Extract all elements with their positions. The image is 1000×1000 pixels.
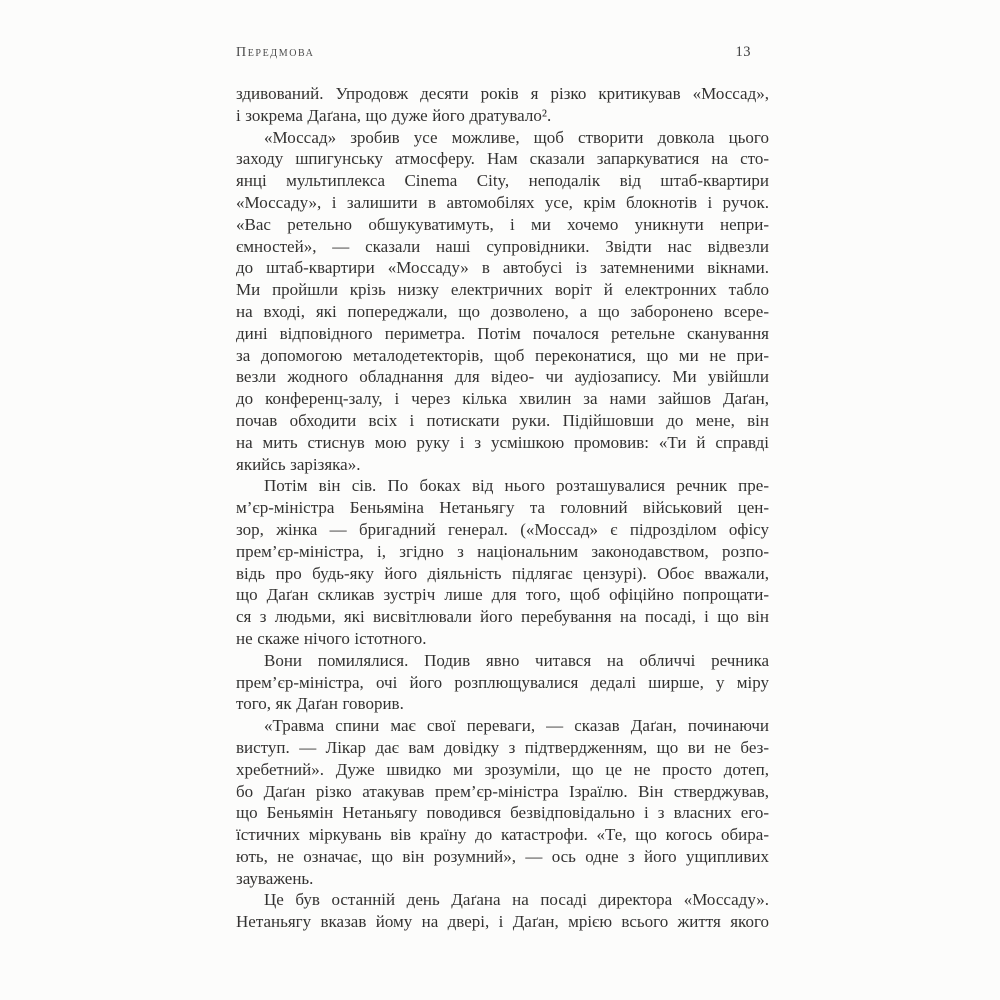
text-line: м’єр-міністра Беньяміна Нетаньягу та головний військовий цен-	[236, 498, 769, 518]
text-line: прем’єр-міністра, і, згідно з національним законодавством, розпо-	[236, 541, 769, 561]
text-line: Ми пройшли крізь низку електричних воріт й електронних табло	[236, 280, 769, 300]
text-line: виступ. — Лікар дає вам довідку з підтвердженням, що ви не без-	[236, 737, 769, 757]
text-line: до конференц-залу, і через кілька хвилин за нами зайшов Даґан,	[236, 389, 769, 409]
text-line: не скаже нічого істотного.	[236, 628, 427, 648]
text-line: того, як Даґан говорив.	[236, 694, 404, 714]
text-line: почав обходити всіх і потискати руки. Підійшовши до мене, він	[236, 410, 769, 430]
text-line: Це був останній день Даґана на посаді директора «Моссаду».	[264, 890, 769, 910]
text-line: їстичних міркувань вів країну до катастрофи. «Те, що когось обира-	[236, 825, 769, 845]
text-line: на вході, які попереджали, що дозволено, а що заборонено всере-	[236, 301, 769, 321]
page-number: 13	[735, 44, 751, 60]
text-line: «Моссад» зробив усе можливе, щоб створити довкола цього	[264, 127, 769, 147]
text-line: що Беньямін Нетаньягу поводився безвідповідально і з власних его-	[236, 803, 769, 823]
text-line: заходу шпигунську атмосферу. Нам сказали запаркуватися на сто-	[236, 149, 769, 169]
text-line: якийсь зарізяка».	[236, 454, 361, 474]
text-line: «Моссаду», і залишити в автомобілях усе, крім блокнотів і ручок.	[236, 192, 769, 212]
text-line: дині відповідного периметра. Потім почалося ретельне сканування	[236, 323, 769, 343]
text-line: хребетний». Дуже швидко ми зрозуміли, що це не просто дотеп,	[236, 759, 769, 779]
text-line: зор, жінка — бригадний генерал. («Моссад» є підрозділом офісу	[236, 519, 769, 539]
text-line: бо Даґан різко атакував прем’єр-міністра Ізраїлю. Він стверджував,	[236, 781, 769, 801]
text-line: «Вас ретельно обшукуватимуть, і ми хочемо уникнути непри-	[236, 214, 769, 234]
book-page	[236, 44, 769, 933]
running-header	[236, 44, 769, 61]
text-line: за допомогою металодетекторів, щоб переконатися, що ми не при-	[236, 345, 769, 365]
text-line: ся з людьми, які висвітлювали його перебування на посаді, і що він	[236, 607, 769, 627]
text-line: «Травма спини має свої переваги, — сказав Даґан, починаючи	[264, 716, 769, 736]
text-line: ємностей», — сказали наші супровідники. Звідти нас відвезли	[236, 236, 769, 256]
text-line: відь про будь-яку його діяльність підлягає цензурі). Обоє вважали,	[236, 563, 769, 583]
text-line: Потім він сів. По боках від нього розташувалися речник пре-	[264, 476, 769, 496]
text-line: що Даґан скликав зустріч лише для того, щоб офіційно попрощати-	[236, 585, 769, 605]
text-line: прем’єр-міністра, очі його розплющувалися дедалі ширше, у міру	[236, 672, 769, 692]
body-text	[236, 83, 769, 933]
text-line: Вони помилялися. Подив явно читався на обличчі речника	[264, 650, 769, 670]
text-line: і зокрема Даґана, що дуже його дратувало².	[236, 105, 552, 125]
text-line: Нетаньягу вказав йому на двері, і Даґан, мрією всього життя якого	[236, 912, 769, 932]
text-line: везли жодного обладнання для відео- чи аудіозапису. Ми увійшли	[236, 367, 769, 387]
text-line: на мить стиснув мою руку і з усмішкою промовив: «Ти й справді	[236, 432, 769, 452]
text-line: до штаб-квартири «Моссаду» в автобусі із затемненими вікнами.	[236, 258, 769, 278]
text-line: ють, не означає, що він розумний», — ось одне з його ущипливих	[236, 846, 769, 866]
text-line: зауважень.	[236, 868, 314, 888]
text-line: янці мультиплекса Cinema City, неподалік від штаб-квартири	[236, 171, 769, 191]
chapter-title: Передмова	[236, 45, 315, 60]
text-line: здивований. Упродовж десяти років я різко критикував «Моссад»,	[236, 84, 769, 103]
